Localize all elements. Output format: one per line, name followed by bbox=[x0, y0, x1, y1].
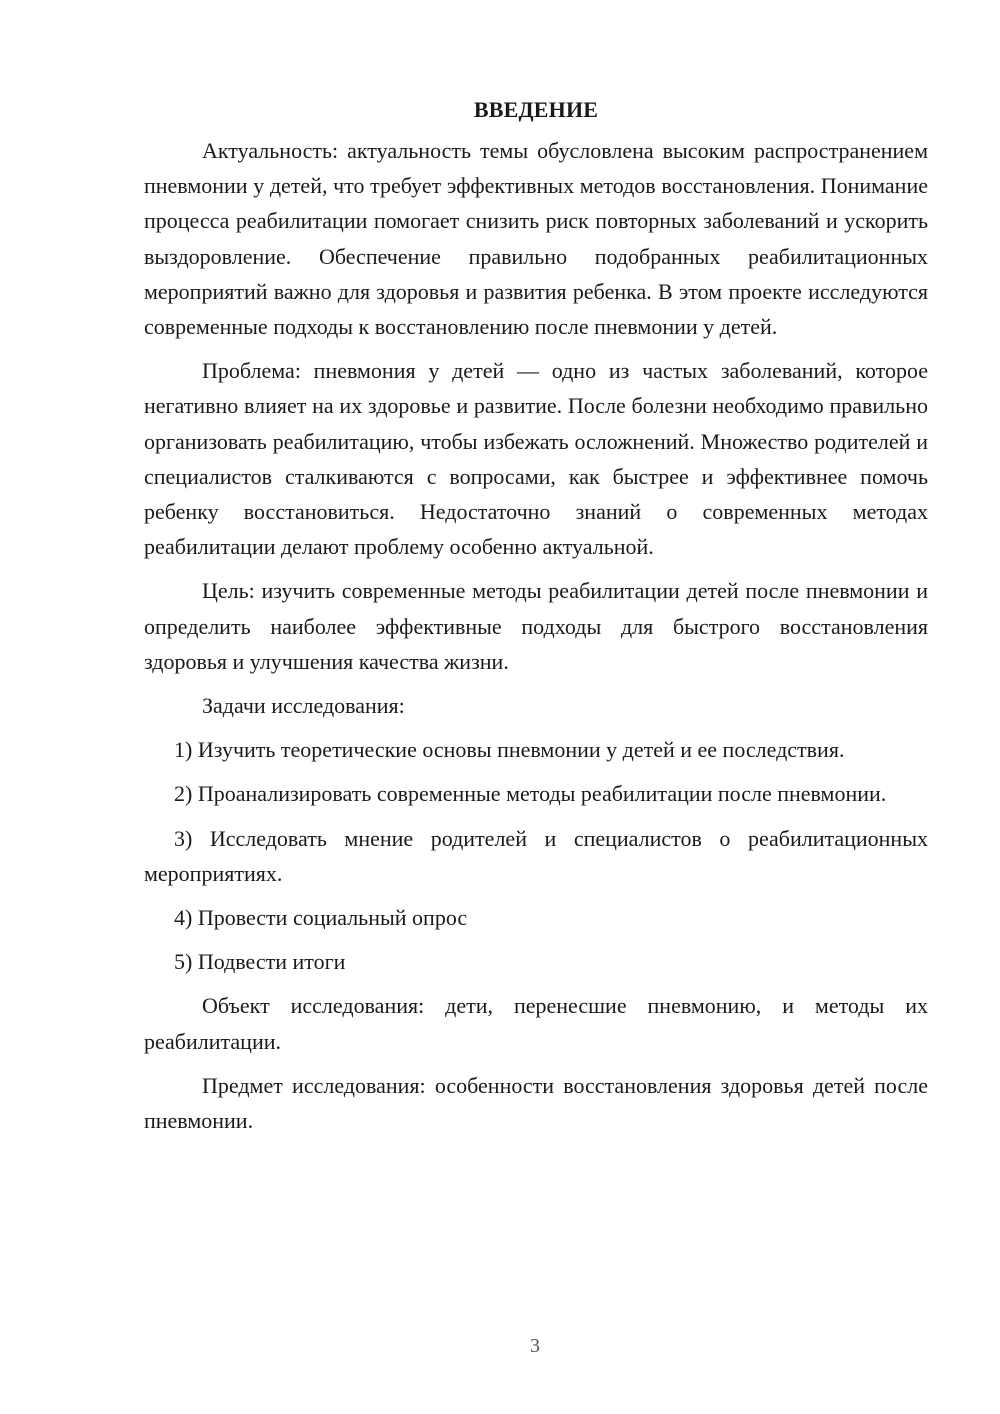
task-item-1: 1) Изучить теоретические основы пневмонии у детей и ее последствия. bbox=[174, 737, 845, 763]
tasks-heading: Задачи исследования: bbox=[202, 693, 405, 719]
paragraph-relevance: Актуальность: актуальность темы обусловлена высоким распространением пневмонии у детей, что требует эффективных методов восстановления. Понимание процесса реабилитации помогает снизить риск повторных заболеваний и ускорить выздоровление. Обеспечение правильно подобранных реабилитационных мероприятий важно для здоровья и развития ребенка. В этом проекте исследуются современные подходы к восстановлению после пневмонии у детей. bbox=[144, 138, 928, 340]
task-item-5: 5) Подвести итоги bbox=[174, 949, 346, 975]
paragraph-goal: Цель: изучить современные методы реабилитации детей после пневмонии и определить наиболее эффективные подходы для быстрого восстановления здоровья и улучшения качества жизни. bbox=[144, 578, 928, 674]
paragraph-subject: Предмет исследования: особенности восстановления здоровья детей после пневмонии. bbox=[144, 1072, 928, 1134]
document-page bbox=[144, 96, 928, 1147]
task-item-3: 3) Исследовать мнение родителей и специалистов о реабилитационных мероприятиях. bbox=[144, 825, 928, 886]
paragraph-problem: Проблема: пневмония у детей — одно из частых заболеваний, которое негативно влияет на их здоровье и развитие. После болезни необходимо правильно организовать реабилитацию, чтобы избежать осложнений. Множество родителей и специалистов сталкиваются с вопросами, как быстрее и эффективнее помочь ребенку восстановиться. Недостаточно знаний о современных методах реабилитации делают проблему особенно актуальной. bbox=[144, 358, 928, 560]
task-item-2: 2) Проанализировать современные методы реабилитации после пневмонии. bbox=[174, 781, 887, 807]
section-title: ВВЕДЕНИЕ bbox=[473, 97, 599, 122]
paragraph-object: Объект исследования: дети, перенесшие пневмонию, и методы их реабилитации. bbox=[144, 993, 928, 1054]
page-number: 3 bbox=[530, 1335, 540, 1357]
task-item-4: 4) Провести социальный опрос bbox=[174, 905, 468, 931]
